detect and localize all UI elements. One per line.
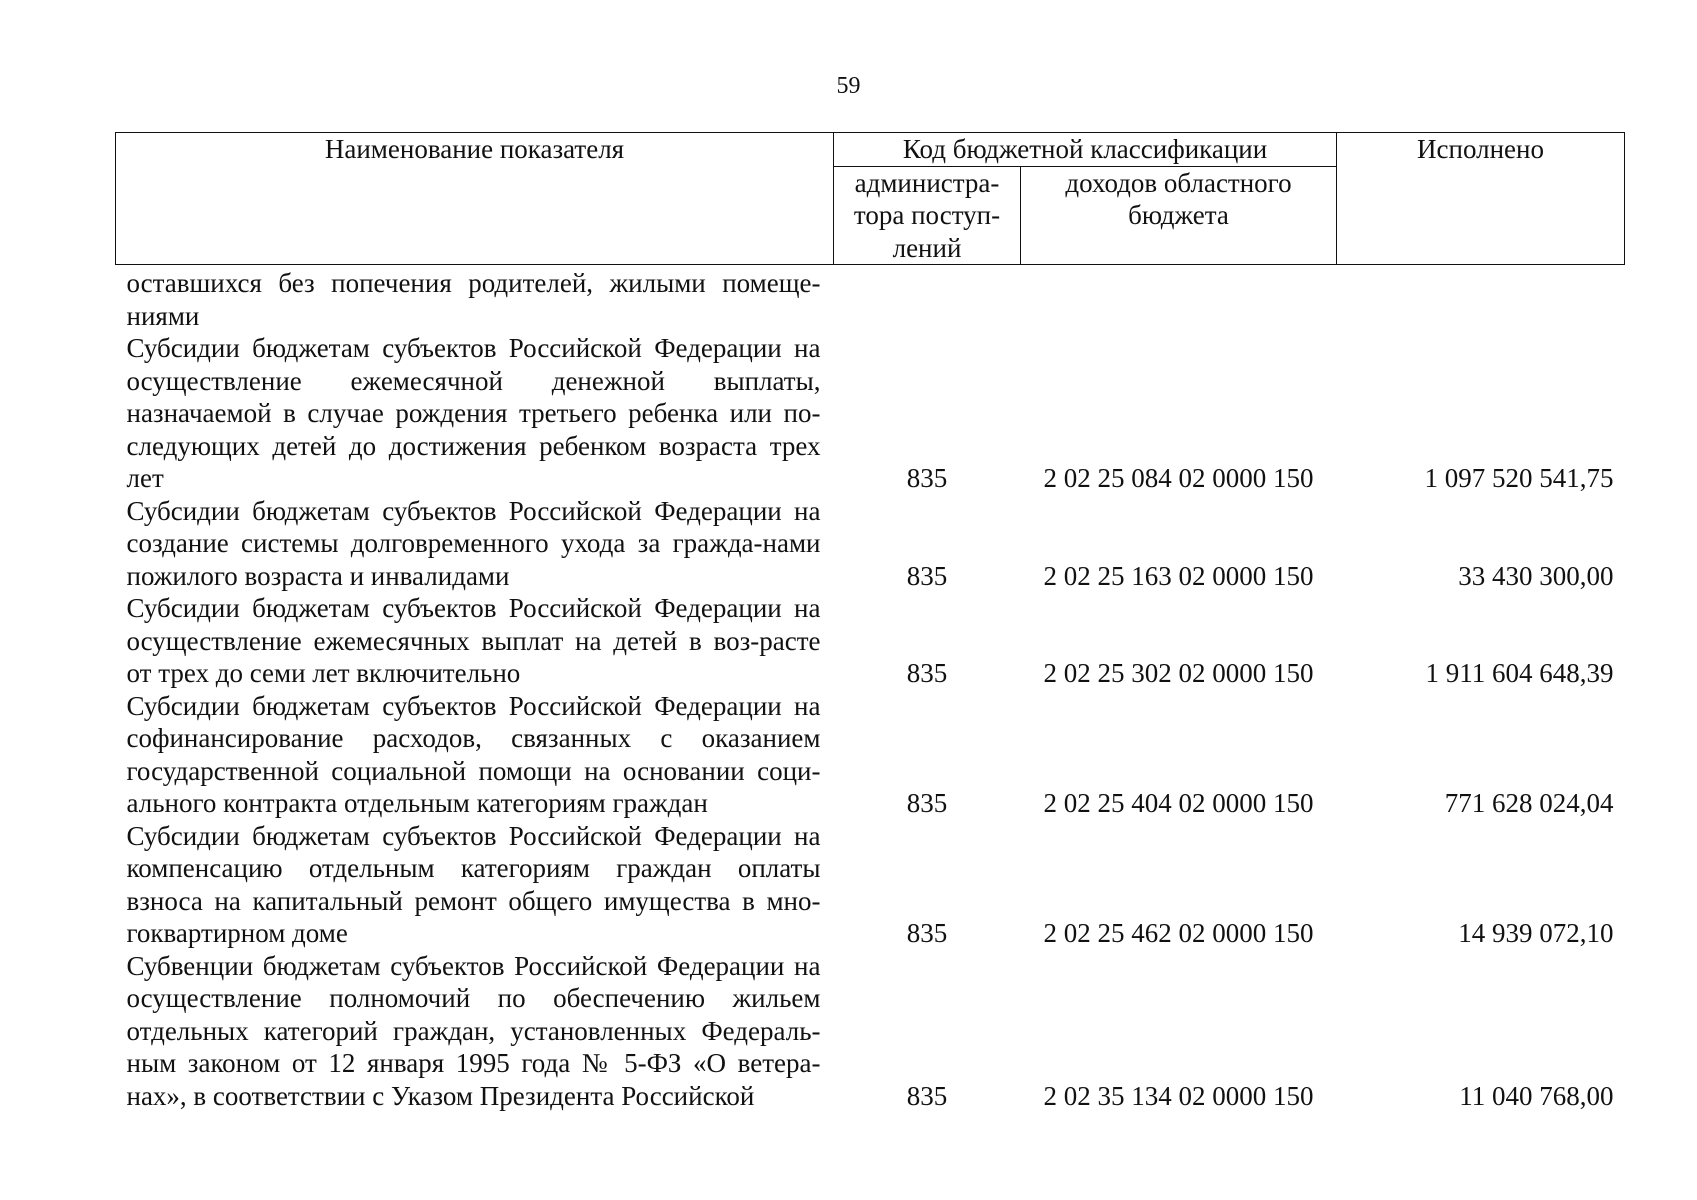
row-admin-code	[834, 265, 1021, 333]
row-amount: 771 628 024,04	[1444, 788, 1614, 818]
table-row	[116, 495, 1625, 593]
row-amount: 14 939 072,10	[1458, 918, 1614, 948]
page-number: 59	[836, 73, 861, 99]
table-body	[116, 265, 1625, 1113]
table-row	[116, 332, 1625, 495]
row-admin-code: 835	[906, 463, 948, 493]
row-name: оставшихся без попечения родителей, жилыми помеще-ниями	[126, 268, 821, 331]
header-income: доходов областного бюджета	[1021, 166, 1337, 265]
header-code-group: Код бюджетной классификации	[834, 133, 1337, 167]
row-admin-code: 835	[906, 658, 948, 688]
table-row	[116, 950, 1625, 1113]
row-admin-code: 835	[906, 1080, 948, 1111]
row-admin-code: 835	[906, 918, 948, 948]
table-row	[116, 592, 1625, 690]
row-amount: 11 040 768,00	[1459, 1080, 1614, 1111]
row-amount: 1 097 520 541,75	[1424, 463, 1614, 493]
table-row	[116, 690, 1625, 820]
row-amount: 33 430 300,00	[1458, 560, 1614, 591]
table-row	[116, 265, 1625, 333]
row-name: Субсидии бюджетам субъектов Российской Федерации на софинансирование расходов, связанных с оказанием государственной социальной помощи на основании соци-ального контракта отдельным категориям граждан	[126, 690, 821, 818]
table-header	[116, 133, 1625, 265]
row-name: Субсидии бюджетам субъектов Российской Федерации на компенсацию отдельным категориям граждан оплаты взноса на капитальный ремонт общего имущества в мно-гоквартирном доме	[126, 820, 821, 948]
header-name: Наименование показателя	[116, 133, 834, 265]
table-row	[116, 820, 1625, 950]
row-name: Субвенции бюджетам субъектов Российской Федерации на осуществление полномочий по обеспечению жильем отдельных категорий граждан, установленных Федераль-ным законом от 12 января 1995 года № 5-ФЗ «О ветера-нах», в соответствии с Указом Президента Российской	[126, 950, 821, 1111]
row-income-code: 2 02 25 462 02 0000 150	[1043, 918, 1314, 948]
header-executed: Исполнено	[1337, 133, 1625, 265]
row-income-code: 2 02 25 404 02 0000 150	[1043, 788, 1314, 818]
budget-table	[115, 132, 1625, 1112]
row-name: Субсидии бюджетам субъектов Российской Федерации на осуществление ежемесячных выплат на детей в воз-расте от трех до семи лет включительно	[126, 593, 821, 688]
row-income-code	[1021, 265, 1337, 333]
row-amount: 1 911 604 648,39	[1425, 658, 1614, 688]
row-name: Субсидии бюджетам субъектов Российской Федерации на осуществление ежемесячной денежной выплаты, назначаемой в случае рождения третьего ребенка или по-следующих детей до достижения ребенком возраста трех лет	[126, 333, 821, 493]
header-admin: администра-тора поступ-лений	[834, 166, 1021, 265]
row-income-code: 2 02 25 163 02 0000 150	[1043, 560, 1314, 591]
row-admin-code: 835	[906, 788, 948, 818]
row-income-code: 2 02 35 134 02 0000 150	[1043, 1080, 1314, 1111]
row-income-code: 2 02 25 084 02 0000 150	[1043, 463, 1314, 493]
row-amount	[1337, 265, 1625, 333]
row-income-code: 2 02 25 302 02 0000 150	[1043, 658, 1314, 688]
row-admin-code: 835	[906, 560, 948, 591]
row-name: Субсидии бюджетам субъектов Российской Федерации на создание системы долговременного ухода за гражда-нами пожилого возраста и инвалидами	[126, 495, 821, 591]
